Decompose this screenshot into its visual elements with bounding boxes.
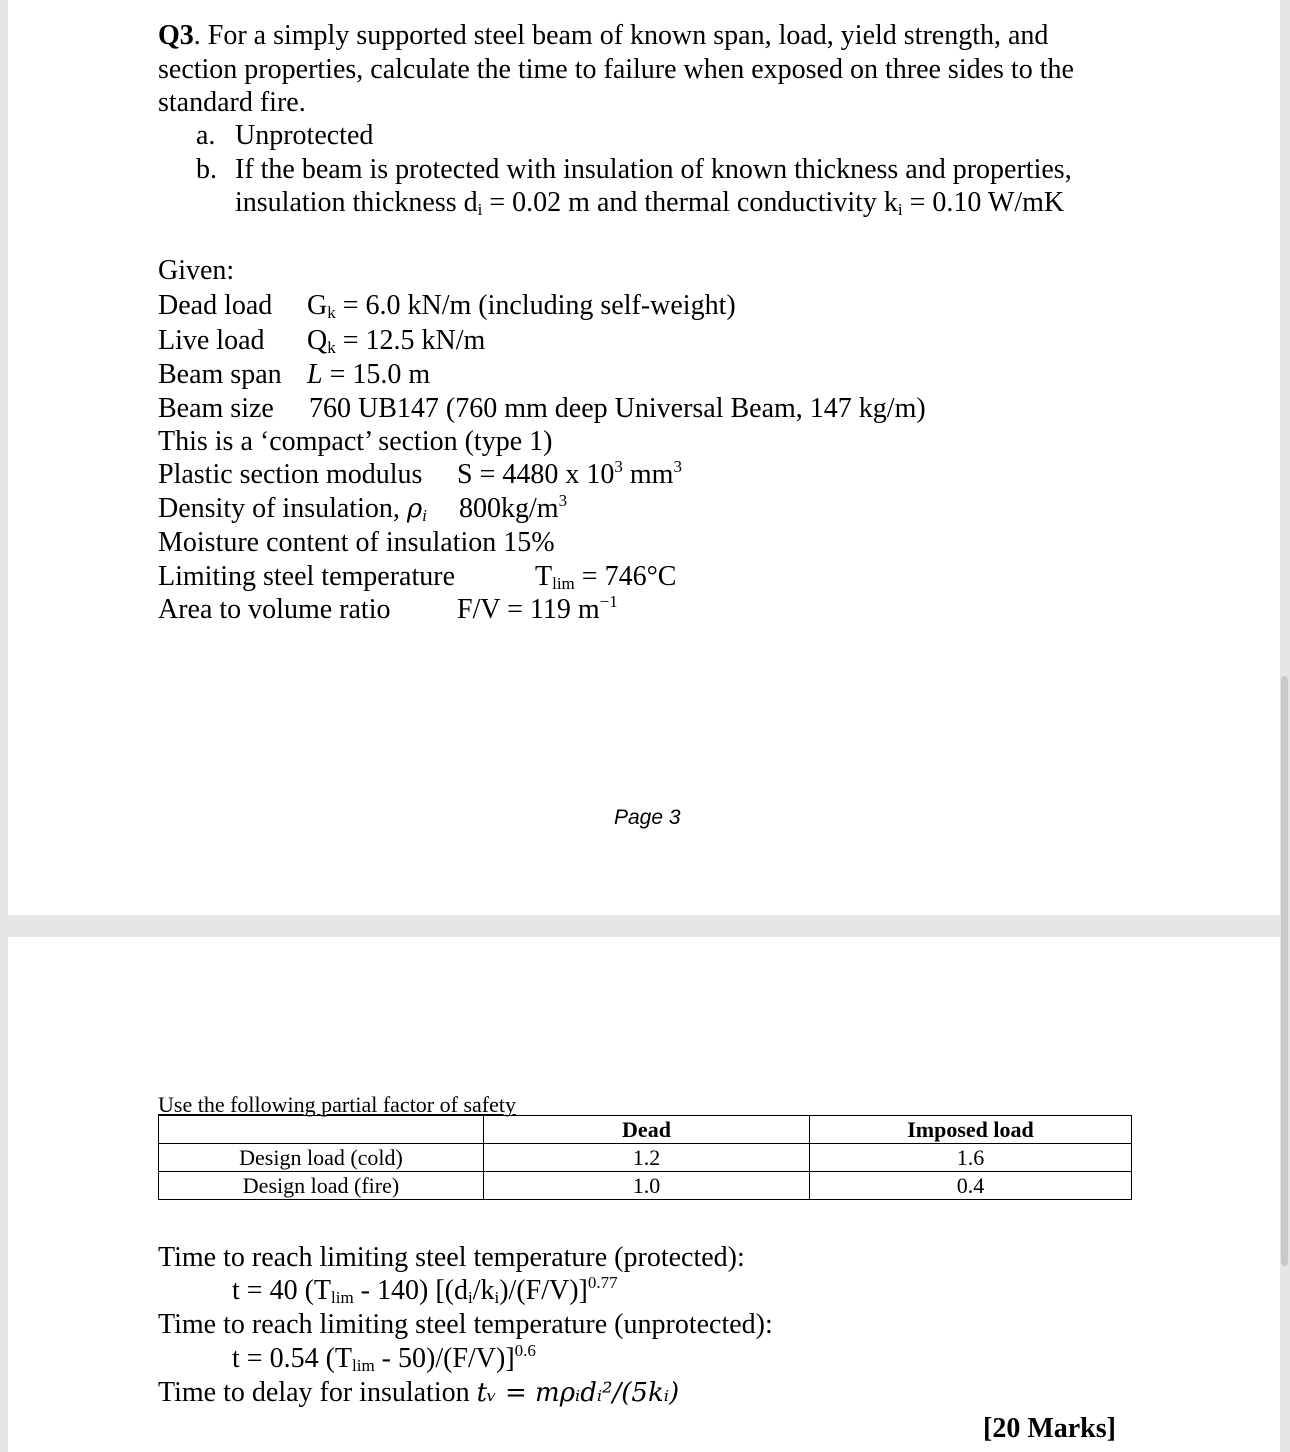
document-page-4 [8,937,1280,1452]
table-header-row [159,1116,1132,1144]
table-header-cell: Imposed load [810,1116,1132,1144]
question-number: Q3 [158,20,194,51]
plastic-modulus-label: Plastic section modulus [158,459,423,490]
delay-line [158,1379,679,1407]
given-heading: Given: [158,255,235,286]
unprotected-sub-lim: lim [352,1356,375,1375]
span-label: Beam span [158,359,282,390]
span-value [307,361,430,389]
delay-formula: tᵥ = mρᵢdᵢ²/(5kᵢ) [476,1378,680,1408]
dead-load-symbol: G [307,290,328,321]
document-page-3 [8,0,1280,915]
part-b-conductivity-value: = 0.10 W/mK [902,187,1065,218]
tlim-label: Limiting steel temperature [158,561,456,592]
part-b-line1: If the beam is protected with insulation of known thickness and properties, [235,154,1072,185]
part-b-thickness-text: insulation thickness d [235,187,478,218]
fv-value [457,592,618,625]
part-b-sub-i1: i [477,200,483,219]
protected-formula-part1: t = 40 (T [232,1275,331,1306]
unprotected-formula [232,1341,536,1375]
unprotected-formula-part2: - 50)/(F/V)] [374,1343,515,1374]
safety-factor-table [158,1115,1132,1200]
question-intro-line2: section properties, calculate the time to failure when exposed on three sides to the [158,54,1074,85]
table-cell: 1.2 [484,1144,810,1172]
protected-formula-part4: )/(F/V)] [499,1275,588,1306]
live-load-value [307,327,485,355]
live-load-symbol: Q [307,325,328,356]
plastic-modulus-value [457,457,682,490]
protected-sub-i1: i [467,1288,473,1307]
protected-exponent: 0.77 [587,1273,618,1292]
table-cell: 1.6 [810,1144,1132,1172]
tlim-amount: = 746°C [574,561,677,592]
tlim-sub: lim [552,574,575,593]
fv-label: Area to volume ratio [158,594,391,625]
plastic-modulus-amount: S = 4480 x 10 [457,459,615,490]
dead-load-label: Dead load [158,290,273,321]
table-row [159,1172,1132,1200]
page-number-label: Page 3 [614,806,681,829]
fv-sup: −1 [599,592,618,611]
dead-load-value [307,292,736,320]
density-value [459,491,568,524]
table-header-cell: Dead [484,1116,810,1144]
unprotected-exponent: 0.6 [514,1341,536,1360]
question-intro-line1 [158,22,1048,50]
density-amount: 800kg/m [459,493,559,524]
safety-table-caption: Use the following partial factor of safety [158,1092,516,1117]
dead-load-amount: = 6.0 kN/m (including self‐weight) [335,290,736,321]
density-sup: 3 [558,491,568,510]
delay-label: Time to delay for insulation [158,1377,470,1408]
protected-formula [232,1273,618,1307]
moisture-content: Moisture content of insulation 15% [158,527,555,558]
live-load-amount: = 12.5 kN/m [335,325,486,356]
part-b-conductivity-text: = 0.02 m and thermal conductivity k [482,187,898,218]
table-cell: Design load (cold) [159,1144,484,1172]
size-label: Beam size [158,393,274,424]
plastic-modulus-sup2: 3 [673,457,682,476]
marks-label: [20 Marks] [983,1413,1116,1444]
part-b-sub-i2: i [897,200,903,219]
part-b-marker: b. [196,154,217,185]
density-label [158,495,427,523]
plastic-modulus-unit: mm [622,459,674,490]
protected-heading: Time to reach limiting steel temperature (protected): [158,1242,745,1273]
tlim-value [535,563,676,591]
protected-formula-part3: /k [472,1275,495,1306]
plastic-modulus-sup1: 3 [614,457,623,476]
protected-formula-part2: - 140) [(d [353,1275,468,1306]
part-a-marker: a. [196,120,216,151]
part-b-line2 [235,189,1064,217]
size-value: 760 UB147 (760 mm deep Universal Beam, 147 kg/m) [309,393,926,424]
protected-sub-i2: i [494,1288,500,1307]
table-cell: 0.4 [810,1172,1132,1200]
question-intro-text: . For a simply supported steel beam of known span, load, yield strength, and [193,20,1049,51]
span-symbol: L [307,359,323,390]
question-intro-line3: standard fire. [158,87,306,118]
unprotected-formula-part1: t = 0.54 (T [232,1343,352,1374]
tlim-symbol: T [535,561,553,592]
unprotected-heading: Time to reach limiting steel temperature (unprotected): [158,1309,773,1340]
density-sub: i [422,506,427,525]
live-load-label: Live load [158,325,265,356]
live-load-sub: k [327,338,336,357]
table-row [159,1144,1132,1172]
vertical-scrollbar[interactable] [1281,676,1288,1266]
span-amount: = 15.0 m [322,359,431,390]
density-label-text: Density of insulation, [158,493,400,524]
table-cell: Design load (fire) [159,1172,484,1200]
protected-sub-lim: lim [331,1288,354,1307]
compact-note: This is a ‘compact’ section (type 1) [158,426,553,457]
dead-load-sub: k [327,303,336,322]
density-symbol: ρ [406,494,423,524]
table-header-cell [159,1116,484,1144]
part-a-text: Unprotected [235,120,374,151]
fv-amount: F/V = 119 m [457,594,600,625]
table-cell: 1.0 [484,1172,810,1200]
